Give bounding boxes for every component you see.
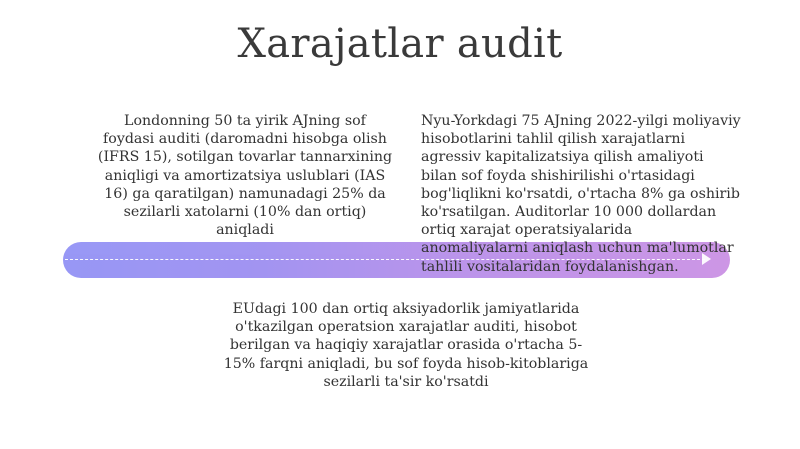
timeline-item-new-york: Nyu-Yorkdagi 75 AJning 2022-yilgi moliyaviy hisobotlarini tahlil qilish xarajatlarni agressiv kapitalizatsiya qilish amaliyoti bilan sof foyda shishirilishi o'rtasidagi bog'liqlikni ko'rsatdi, o'rtacha 8% ga oshirib ko'rsatilgan. Auditorlar 10 000 dollardan ortiq xarajat operatsiyalarida anomaliyalarni aniqlash uchun ma'lumotlar tahlili vositalaridan foydalanishgan. [421,113,741,275]
timeline-item-eu: EUdagi 100 dan ortiq aksiyadorlik jamiyatlarida o'tkazilgan operatsion xarajatlar auditi, hisobot berilgan va haqiqiy xarajatlar orasida o'rtacha 5-15% farqni aniqladi, bu sof foyda hisob-kitoblariga sezilarli ta'sir ko'rsatdi [223,301,589,390]
timeline-item-london: Londonning 50 ta yirik AJning sof foydasi auditi (daromadni hisobga olish (IFRS 15), sotilgan tovarlar tannarxining aniqligi va amortizatsiya uslublari (IAS 16) ga qaratilgan) namunadagi 25% da sezilarli xatolarni (10% dan ortiq) aniqladi [97,113,393,239]
slide-title: Xarajatlar audit [237,21,563,67]
